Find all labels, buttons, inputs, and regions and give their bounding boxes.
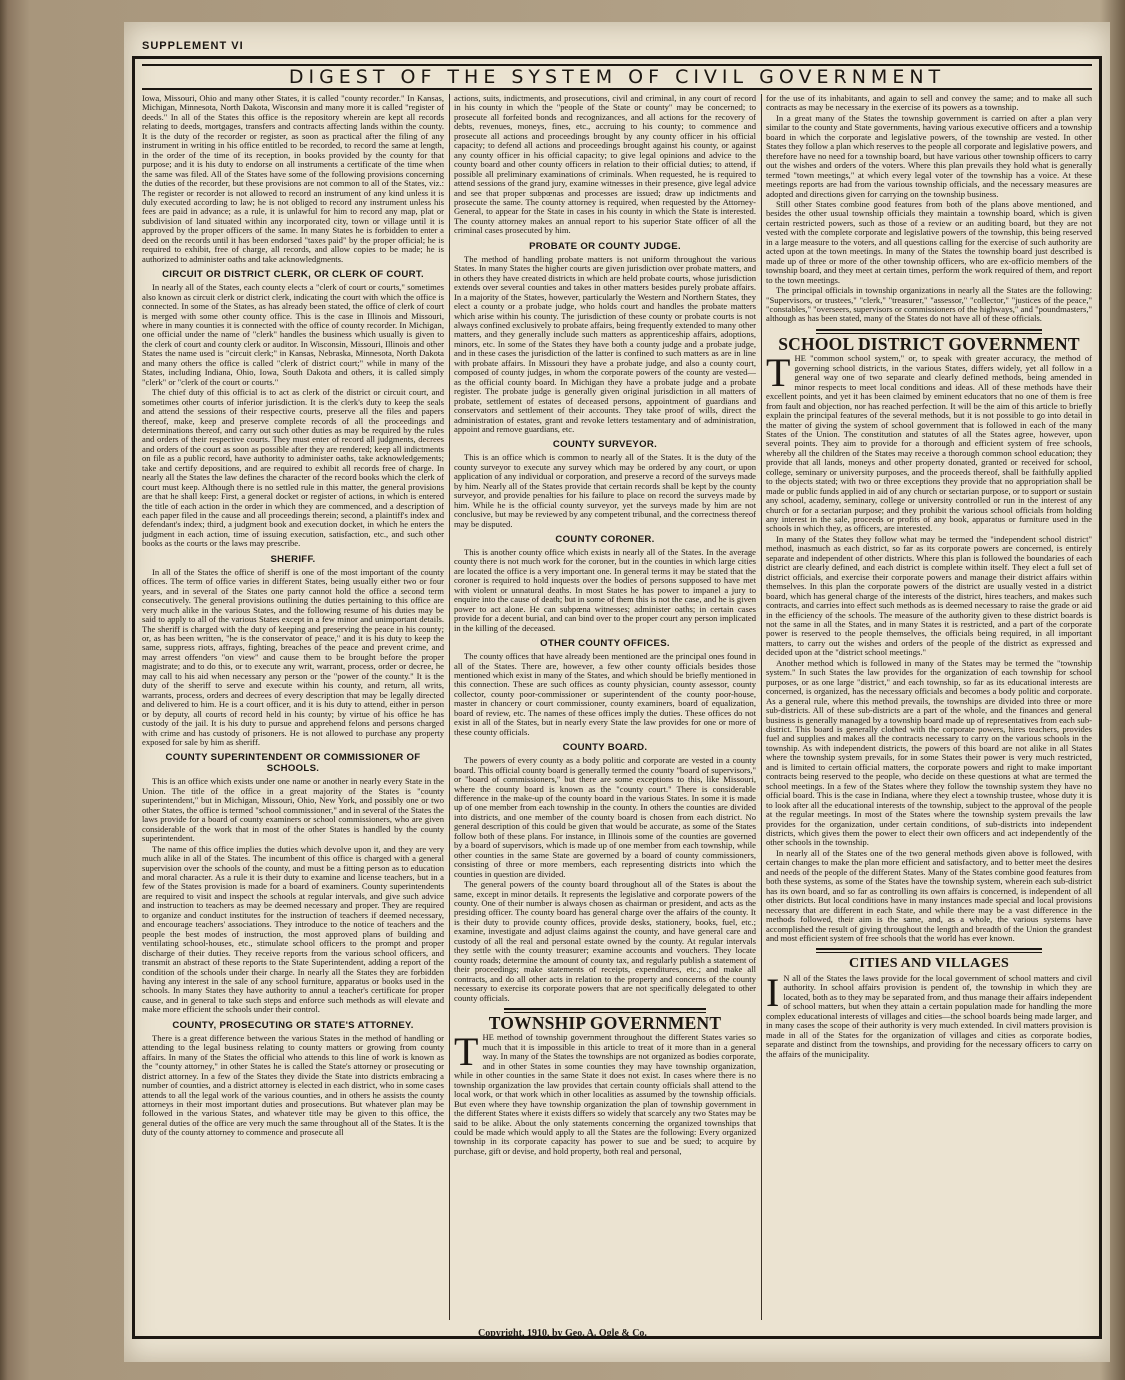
column-3	[766, 94, 1092, 1320]
copyright-notice: Copyright, 1910, by Geo. A. Ogle & Co.	[478, 1328, 647, 1339]
section-heading-attorney: COUNTY, PROSECUTING OR STATE'S ATTORNEY.	[172, 1019, 414, 1031]
paragraph: This is an office which is common to nearly all of the States. It is the duty of the county surveyor to execute any survey which may be ordered by any court, or upon application of any individual or corporation, and preserve a record of the surveys made by him. Nearly all of the States provide that certain records shall be kept by the county surveyor, and provide penalties for his failure to place on record the surveys made by him. While he is the official county surveyor, yet the surveys made by him are not conclusive, but may be reviewed by any competent tribunal, and the correctness thereof may be disputed.	[454, 452, 756, 529]
section-divider	[816, 948, 1042, 950]
supplement-label: SUPPLEMENT VI	[142, 40, 244, 52]
section-divider	[816, 329, 1042, 331]
paragraph: The name of this office implies the duties which devolve upon it, and they are very much alike in all of the States. The incumbent of this office is charged with a general supervision over the schools of the county, and must be a fitting person as to education and moral character. As a rule it is their duty to examine and license teachers, but in a few of the States provision is made for a board of examiners. County superintendents are required to visit and inspect the schools at regular intervals, and give such advice and instruction to teachers as may be deemed necessary and proper. They are required to organize and conduct institutes for the instruction of teachers if deemed necessary, and encourage teachers' associations. They introduce to the notice of teachers and the people the best modes of instruction, the most approved plans of building and ventilating school-houses, etc., stimulate school officers to the prompt and proper discharge of their duties. They receive reports from the various school officers, and transmit an abstract of these reports to the State Superintendent, adding a report of the condition of the schools under their charge. In nearly all the States they are forbidden having any interest in the sale of any school furniture, apparatus or books used in the schools. In many States they have authority to annul a teacher's certificate for proper cause, and in general to take such steps and enforce such methods as will elevate and make more efficient the schools under their control.	[142, 843, 444, 1015]
column-2	[454, 94, 756, 1320]
section-heading-coroner: COUNTY CORONER.	[555, 534, 655, 546]
paragraph: In nearly all of the States one of the two general methods given above is followed, with certain changes to make the plan more efficient and satisfactory, and to better meet the desires and needs of the people of the different States. Many of the States combine good features from both these systems, as some of the States have the township system, wherein each sub-district has its own board, and so far as controlling its own affairs is concerned, is independent of all other districts. But local conditions have in many instances made special and local provisions necessary that are different in each State, and while there may be a vast difference in the methods followed, their aim is the same, and, as a whole, the various systems have accomplished the result of giving throughout the length and breadth of the Union the grandest and most efficient system of free schools that the world has ever known.	[766, 847, 1092, 943]
paragraph: THE "common school system," or, to speak with greater accuracy, the method of governing school districts, in the various States, differs widely, yet all follow in a general way one of two separate and clearly defined methods, being amended in minor respects to meet local conditions and ideas. All of these methods have their excellent points, and yet it has been claimed by eminent educators that no one of them is free from fault and objection, nor has reached perfection. It will be the aim of this article to briefly explain the principal features of the several methods, but it is not possible to go into detail in the matter of giving the system of school government that is followed in each of the many States of the Union. The constitution and statutes of all the States agree, however, upon several points. They aim to provide for a thorough and efficient system of free schools, whereby all the children of the States may receive a thorough common school education; they provide that all lands, moneys and other property donated, granted or received for school, college, seminary or university purposes, and the proceeds thereof, shall be faithfully applied to the objects stated; with two or three exceptions they provide that no appropriation shall be made or public funds applied in aid of any church or sectarian purpose, or to support or sustain any school, academy, seminary, college or university controlled or run in the interest of any church or for a sectarian purpose; and they prohibit the various school officials from holding any interest in the sale, proceeds or profits of any book, apparatus or furniture used in the schools in which they, as officers, are interested.	[766, 350, 1092, 534]
section-heading-sheriff: SHERIFF.	[270, 553, 316, 565]
banner-title: DIGEST OF THE SYSTEM OF CIVIL GOVERNMENT	[288, 66, 946, 88]
paragraph: There is a great difference between the various States in the method of handling or attending to the legal business relating to county matters or growing from county affairs. In many of the States the official who attends to this line of work is known as the "county attorney," in other States he is called the State's attorney or prosecuting or district attorney. In a few of the States they divide the State into districts embracing a number of counties, and a district attorney is elected in each district, who in some cases attends to all the legal work of the various counties, and in others he assists the county attorneys in their most important duties and prosecutions. But whatever plan may be followed in the various States, and whatever title may be given to this office, the general duties of the office are very much the same throughout all of the States. It is the duty of the county attorney to commence and prosecute all	[142, 1032, 444, 1138]
recorder-paragraph: Iowa, Missouri, Ohio and many other States, it is called "county recorder." In Kansas, Michigan, Minnesota, North Dakota, Wisconsin and many more it is called "register of deeds." In all of the States this office is the repository wherein are kept all records relating to deeds, mortgages, transfers and contracts affecting lands within the county. It is the duty of the recorder or register, as soon as practical after the filing of any instrument in writing in his office entitled to be recorded, to record the same at length, in the order of the time of its reception, in books provided by the county for that purpose; and it is his duty to endorse on all instruments a certificate of the time when the same was filed. All of the States have some of the following provisions concerning the duties of the recorder, but these provisions are not common to all of the States, viz.: The register or recorder is not allowed to record an instrument of any kind unless it is duly executed according to law; he is not obliged to record any instrument unless his fees are paid in advance; as a rule, it is unlawful for him to record any map, plat or subdivision of land situated within any incorporated city, town or village until it is approved by the proper officers of the same. In many States he is forbidden to enter a deed on the records until it has been endorsed "taxes paid" by the proper official; he is required to exhibit, free of charge, all records, and allow copies to be made; he is authorized to administer oaths and take acknowledgments.	[142, 94, 444, 264]
column-1	[142, 94, 444, 1320]
paragraph: This is another county office which exists in nearly all of the States. In the average county there is not much work for the coroner, but in the counties in which large cities are located the office is a very important one. In general terms it may be stated that the coroner is required to hold inquests over the bodies of persons supposed to have met with violent or unnatural deaths. In most States he has power to impanel a jury to enquire into the cause of death; but in some of them this is not the case, and he is given power to act alone. He can subpœna witnesses; administer oaths; in certain cases provide for a decent burial, and can bind over to the proper court any person implicated in the killing of the deceased.	[454, 547, 756, 633]
section-title-school-district: SCHOOL DISTRICT GOVERNMENT	[778, 333, 1080, 354]
paragraph: I N all of the States the laws provide for the local government of school matters and civil authority. In school affairs provision is pendent of, the township in which they are located, both as to they may be separated from, and thus manage their affairs independent of school matters, but when they attain a certain population made for handling the more complex educational interests of villages and cities—the school boards being made larger, and in many cases the scope of their authority is very much extended. In civil matters provision is made in all of the States for the organization of villages and cities as corporate bodies, separate and distinct from the townships, and providing for the necessary officers to carry on the affairs of the municipality.	[766, 969, 1092, 1059]
section-heading-superintendent: COUNTY SUPERINTENDENT OR COMMISSIONER OF SCHOOLS.	[165, 752, 421, 775]
paragraph: The principal officials in township organizations in nearly all the States are the following: "Supervisors, or trustees," "clerk," "treasurer," "assessor," "collector," "justices of the peace," "constables," "overseers, supervisors or commissioners of the highways," and "poundmasters," although as has been stated, many of the States do not have all of these officials.	[766, 285, 1092, 324]
paragraph: In nearly all of the States, each county elects a "clerk of court or courts," sometimes also known as circuit clerk or district clerk, indicating the court with which the office is connected. In some of the States, as has already been stated, the office of clerk of court is merged with some other county office. This is the case in Illinois and Missouri, where in many counties it is connected with the office of county recorder. In Michigan, one official under the name of "clerk" handles the business which usually is given to the clerk of court and county clerk or auditor. In Wisconsin, Missouri, Illinois and other States the name used is "circuit clerk;" in Kansas, Nebraska, Minnesota, North Dakota and many others the office is called "clerk of district court;" while in many of the States, including Indiana, Ohio, Iowa, South Dakota and others, it is called simply "clerk" or "clerk of the court or courts."	[142, 282, 444, 387]
paragraph: Still other States combine good features from both of the plans above mentioned, and besides the other usual township officials they maintain a township board, which is given certain restricted powers, such as those of a review or an auditing board, but they are not vested with the complete corporate and legislative powers of the township, this being reserved in a large measure to the voters, and all questions calling for the exercise of such authority are acted upon at the town meetings. In many of the States the township board just described is made up of three or more of the other township officers, who are ex-officio members of the township board, and they meet at certain times, perform the work required of them, and report to the town meetings.	[766, 198, 1092, 285]
drop-cap: T	[766, 350, 791, 396]
township-continued-paragraph: for the use of its inhabitants, and again to sell and convey the same; and to make all such contracts as may be necessary in the exercise of its powers as a township.	[766, 94, 1092, 113]
section-heading-circuit-clerk: CIRCUIT OR DISTRICT CLERK, OR CLERK OF COURT.	[162, 269, 424, 281]
drop-cap: T	[454, 1029, 479, 1075]
attorney-continued-paragraph: actions, suits, indictments, and prosecutions, civil and criminal, in any court of record in his county in which the "people of the State or county" may be concerned; to prosecute all forfeited bonds and recognizances, and all actions for the recovery of debts, revenues, moneys, fines, etc., accruing to his county; to commence and prosecute all actions and proceedings brought by any county officer in his official capacity; to defend all actions and proceedings brought against his county, or against any county officer in his official capacity; to give legal opinions and advice to the county board and other county officers in relation to their official duties; to attend, if possible all preliminary examinations of criminals. When requested, he is required to attend sessions of the grand jury, examine witnesses in their presence, give legal advice and see that proper subpœnas and processes are issued; draw up indictments and prosecute the same. The county attorney is required, when requested by the Attorney-General, to appear for the State in cases in his county in which the State is interested. The county attorney makes an annual report to his superior State officer of all the criminal cases prosecuted by him.	[454, 94, 756, 236]
section-heading-county-board: COUNTY BOARD.	[562, 742, 648, 754]
paragraph: The county offices that have already been mentioned are the principal ones found in all of the States. There are, however, a few other county officials besides those mentioned which exist in many of the States, and which should be briefly mentioned in this connection. These are such offices as county physician, county assessor, county collector, county poor-commissioner or superintendent of the county poor-house, master in chancery or court commissioner, county examiners, board of equalization, board of review, etc. The names of these offices imply the duties. These offices do not exist in all of the States, but in nearly every State the law provides for one or more of these county officials.	[454, 651, 756, 737]
drop-cap: I	[766, 969, 780, 1015]
paragraph: In many of the States they follow what may be termed the "independent school district" method, inasmuch as each district, so far as its corporate powers are concerned, is entirely separate and independent of other districts. Where this plan is followed the boundaries of each district are clearly defined, and each district is complete within itself. They elect a full set of district officials, and exercise their corporate powers and manage their district affairs within themselves. In this plan the corporate powers of the district are usually vested in a district board, which has general charge of the interests of the district, hires teachers, and makes such contracts, and carries into effect such methods as is deemed necessary to raise the grade or aid in the efficiency of the schools. The measure of the authority given to these district boards is not the same in all the States, and in many States it is restricted, and a part of the corporate power is reserved to the people themselves, the officials being required, in all important matters, to carry out the wishes and orders of the people of the district as expressed and decided upon at the "district school meetings."	[766, 533, 1092, 658]
column-rule-1	[449, 94, 450, 1320]
section-title-township: TOWNSHIP GOVERNMENT	[488, 1012, 722, 1033]
column-rule-2	[761, 94, 762, 1320]
section-divider-thin	[816, 952, 1042, 953]
section-divider	[504, 1008, 706, 1010]
section-heading-probate: PROBATE OR COUNTY JUDGE.	[529, 240, 681, 252]
paragraph: THE method of township government throughout the different States varies so much that it is impossible in this article to treat of it more than in a general way. In many of the States the townships are not organized as bodies corporate, and in other States in some counties they may have township organization, while in other counties in the same State it does not exist. In cases where there is no township organization the law provides that certain county officials shall attend to the local work, or that work which in other localities as assumed by the township officials. But even where they have township organization the plan of township government in the different States where it exists differs so widely that scarcely any two States may be said to be alike. About the only statements concerning the organized townships that could be made which would apply to all the States are the following: Every organized township in its corporate capacity has power to sue and be sued; to acquire by purchase, gift or devise, and hold property, both real and personal,	[454, 1029, 756, 1156]
banner	[142, 64, 1092, 90]
paragraph: The method of handling probate matters is not uniform throughout the various States. In many States the higher courts are given jurisdiction over probate matters, and in others they have created districts in which are held probate courts, whose jurisdiction extends over several counties and takes in other matters besides purely probate affairs. In a majority of the States, however, particularly the Western and Northern States, they elect a county or a probate judge, who holds court and handles the probate matters which arise within his county. The jurisdiction of these county or probate courts is not always confined exclusively to probate affairs, being frequently extended to many other matters, and they generally include such matters as apprenticeship affairs, adoptions, minors, etc. In some of the States they have both a county judge and a probate judge, and in these cases the jurisdiction of the latter is confined to such matters as are in line with probate affairs. In Missouri they have a probate judge, and also a county court, composed of county judges, in whom the corporate powers of the county are vested—as the official county board. In Michigan they have a probate judge and a probate register. The probate judge is generally given original jurisdiction in all matters of probate, settlement of estates of deceased persons, appointment of guardians and conservators and settlement of their accounts. They take proof of wills, direct the administration of estates, grant and revoke letters testamentary and of administration, appoint and remove guardians, etc.	[454, 253, 756, 434]
paragraph: Another method which is followed in many of the States may be termed the "township system." In such States the law provides for the organization of each township for school purposes, or as one large "district," and each township, so far as its educational interests are concerned, is organized, has the necessary officials and becomes a body politic and corporate. As a general rule, where this method prevails, the townships are divided into three or more sub-districts. All of these sub-districts are a part of the whole, and the finances and general business is generally managed by a township board made up of representatives from each sub-district. This board is generally clothed with the corporate powers, hires teachers, provides fuel and supplies and makes all the contracts necessary to carry on the various schools in the township. As with independent districts, the powers of this board are not alike in all States where the township system prevails, for in some States their power is very much restricted, and is limited to certain official matters, the corporate powers and right to make important contracts being reserved to the people, who decide on these questions at what are termed the school meetings. In a few of the States where they follow the township system they have no official board. This is the case in Indiana, where they elect a township trustee, whose duty it is to look after all the educational interests of the township, subject to the approval of the people at the regular meetings. In most of the States where the township system prevails the law provides for the organization, under certain conditions, of sub-districts into independent districts, which gives them the power to elect their own officers and act independently of the other schools in the township.	[766, 657, 1092, 848]
section-heading-other-offices: OTHER COUNTY OFFICES.	[540, 638, 670, 650]
paragraph: In a great many of the States the township government is carried on after a plan very similar to the county and State governments, having various executive officers and a township board in which the corporate and legislative powers, of the township are vested. In other States they follow a plan which reserves to the people all corporate and legislative powers, and therefore have no need for a township board, but have various other township officers to carry out the wishes and orders of the voters. Where this plan prevails they hold what is generally termed "town meetings," at which every legal voter of the township has a voice. At these meetings reports are had from the various township officials, and the necessary measures are adopted and directions given for carrying on the township business.	[766, 112, 1092, 199]
section-title-cities: CITIES AND VILLAGES	[849, 956, 1009, 972]
section-heading-surveyor: COUNTY SURVEYOR.	[552, 439, 658, 451]
paragraph: In all of the States the office of sheriff is one of the most important of the county offices. The term of office varies in different States, being usually either two or four years, and in several of the States one party cannot hold the office a second term consecutively. The general provisions outlining the duties pertaining to this office are very much alike in the various States, and the following resume of his duties may be said to apply to all of the various States except in a few minor and unimportant details. The sheriff is charged with the duty of keeping and preserving the peace in his county; or, as has been written, "he is the conservator of peace," and it is his duty to keep the same, suppress riots, affrays, fighting, breaches of the peace and prevent crime, and may arrest offenders "on view" and cause them to be brought before the proper magistrate; and to do this, or to execute any writ, warrant, process, order or decree, he may call to his aid when necessary any person or the "power of the county." It is the duty of the sheriff to serve and execute within his county, and return, all writs, warrants, process, orders and decrees of every description that may be legally directed and delivered to him. He is a court officer, and it is his duty to attend, either in person or by deputy, all courts of record held in his county; by virtue of his office he has custody of the jail. It is his duty to pursue and apprehend felons and persons charged with crime and has custody of prisoners. He is not allowed to purchase any property exposed for sale by him as sheriff.	[142, 566, 444, 747]
paragraph: The chief duty of this official is to act as clerk of the district or circuit court, and sometimes other courts of inferior jurisdiction. It is the clerk's duty to keep the seals and attend the sessions of their respective courts, preserve all the files and papers thereof, make, keep and preserve complete records of all the proceedings and determinations thereof, and carry out such other duties as may be required by the rules and orders of their respective courts. They must enter of record all judgments, decrees and orders of the court as soon as possible after they are rendered; keep all indictments on file as a public record, have authority to administer oaths, take acknowledgements; take and certify depositions, and are required to exhibit all records free of charge. In nearly all the States the law defines the character of the record books which the clerk of court must keep. Although there is no settled rule in this matter, the general provisions are that he shall keep: First, a general docket or register of actions, in which is entered the title of each action in the order in which they are commenced, and a description of each paper filed in the cause and all proceedings therein; second, a plaintiff's index and defendant's index; third, a judgment book and execution docket, in which he enters the judgment in each action, time of issuing execution, satisfaction, etc., and such other books as the courts or the laws may prescribe.	[142, 387, 444, 549]
paragraph: The powers of every county as a body politic and corporate are vested in a county board. This official county board is generally termed the county "board of supervisors," or "board of commissioners," but there are some exceptions to this, like Missouri, where the county board is known as the "county court." There is considerable difference in the make-up of the county board in the various States. In some it is made up of one member from each township in the county. In others the counties are divided into districts, and one member of the county board is chosen from each district. No general description of this could be given that would be accurate, as some of the States follow both of these plans. For instance, in Illinois some of the counties are governed by a board of supervisors, which is made up of one member from each township, while other counties in the same State are governed by a board of county commissioners, consisting of three or more members, each representing districts into which the counties in question are divided.	[454, 755, 756, 879]
paragraph: The general powers of the county board throughout all of the States is about the same, except in minor details. It represents the legislative and corporate powers of the county. One of their number is always chosen as chairman or president, and acts as the presiding officer. The county board has general charge over the affairs of the county. It is their duty to provide county offices, provide desks, stationery, books, fuel, etc.; examine, investigate and adjust claims against the county, and have general care and custody of all the real and personal estate owned by the county. At regular intervals they settle with the county treasurer; examine accounts and vouchers. They locate county roads; determine the amount of county tax, and regularly publish a statement of their proceedings; make statements of receipts, expenditures, etc.; and make all contracts, and do all other acts in relation to the property and concerns of the county necessary to exercise its corporate powers that are not specifically delegated to other county officials.	[454, 879, 756, 1003]
paragraph: This is an office which exists under one name or another in nearly every State in the Union. The title of the office in a great majority of the States is "county superintendent," but in Michigan, Missouri, Ohio, New York, and possibly one or two other States, the office is termed "school commissioner," and in several of the States the laws provide for a board of county examiners or school commissioners, who are given considerable of the work that in most of the other States is handled by the county superintendent.	[142, 776, 444, 844]
